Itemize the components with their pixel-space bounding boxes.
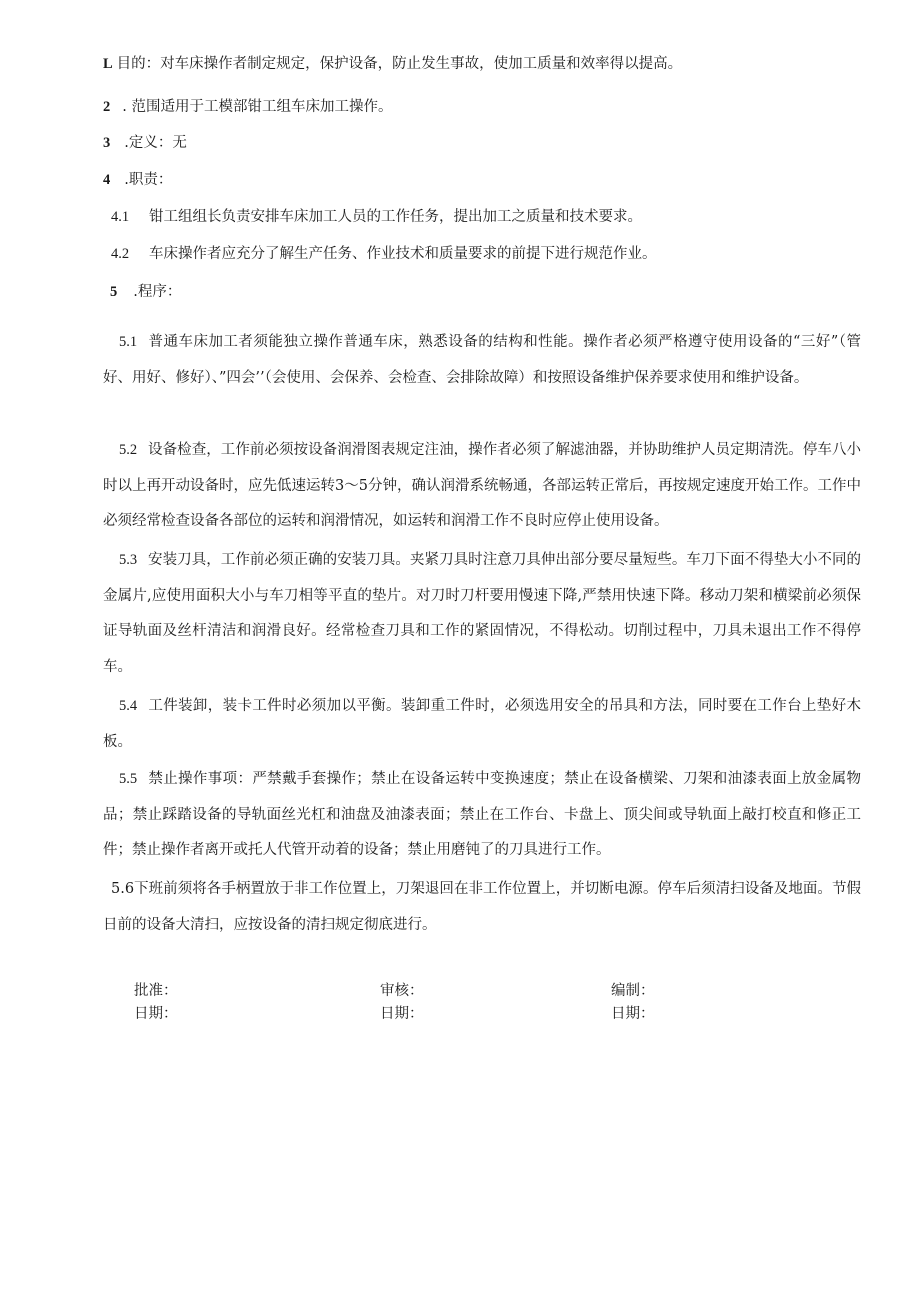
section-5-4 [103, 689, 861, 760]
section-4-1-text: 钳工组组长负责安排车床加工人员的工作任务，提出加工之质量和技术要求。 [149, 209, 642, 225]
section-4-number: 4 [103, 172, 111, 188]
section-5-4-text: 工件装卸，装卡工件时必须加以平衡。装卸重工件时，必须选用安全的吊具和方法，同时要在工作台上垫好木板。 [103, 698, 861, 750]
section-5-2 [103, 433, 861, 540]
section-5 [110, 282, 181, 302]
section-4-2-text: 车床操作者应充分了解生产任务、作业技术和质量要求的前提下进行规范作业。 [149, 246, 657, 262]
section-5-6-number: 5.6 [111, 881, 135, 897]
section-1 [103, 54, 682, 74]
section-5-text: .程序： [133, 284, 182, 300]
section-3-number: 3 [103, 135, 111, 151]
section-2-number: 2 [103, 99, 111, 115]
section-1-text: 目的：对车床操作者制定规定，保护设备，防止发生事故，使加工质量和效率得以提高。 [116, 56, 683, 72]
compile-date-label: 日期： [611, 1006, 655, 1022]
section-4-2-number: 4.2 [111, 246, 130, 262]
section-5-number: 5 [110, 284, 118, 300]
approve-label: 批准： [134, 983, 178, 999]
section-4-1-number: 4.1 [111, 209, 130, 225]
section-5-3 [103, 543, 861, 685]
section-5-5 [103, 762, 861, 869]
section-4 [103, 170, 172, 190]
section-5-1 [103, 325, 861, 396]
review-label: 审核： [380, 983, 424, 999]
review-date-label: 日期： [380, 1006, 424, 1022]
section-5-6-text: 下班前须将各手柄置放于非工作位置上，刀架退回在非工作位置上，并切断电源。停车后须清扫设备及地面。节假日前的设备大清扫，应按设备的清扫规定彻底进行。 [103, 881, 861, 933]
section-5-4-number: 5.4 [119, 698, 138, 714]
approve-date-label: 日期： [134, 1006, 178, 1022]
section-5-1-text: 普通车床加工者须能独立操作普通车床，熟悉设备的结构和性能。操作者必须严格遵守使用设备的“三好”（管好、用好、修好）、”四会’’（会使用、会保养、会检查、会排除故障）和按照设备维护保养要求使用和维护设备。 [103, 334, 861, 386]
section-5-6 [103, 872, 861, 943]
section-5-5-text: 禁止操作事项：严禁戴手套操作；禁止在设备运转中变换速度；禁止在设备横梁、刀架和油漆表面上放金属物品；禁止踩踏设备的导轨面丝光杠和油盘及油漆表面；禁止在工作台、卡盘上、顶尖间或导轨面上敲打校直和修正工件；禁止操作者离开或托人代管开动着的设备；禁止用磨钝了的刀具进行工作。 [103, 771, 861, 858]
section-5-1-number: 5.1 [119, 334, 138, 350]
section-2-text: . 范围适用于工模部钳工组车床加工操作。 [122, 99, 393, 115]
section-5-3-text: 安装刀具，工作前必须正确的安装刀具。夹紧刀具时注意刀具伸出部分要尽量短些。车刀下面不得垫大小不同的金属片,应使用面积大小与车刀相等平直的垫片。对刀时刀杆要用慢速下降,严禁用快速下降。移动刀架和横梁前必须保证导轨面及丝杆清洁和润滑良好。经常检查刀具和工作的紧固情况，不得松动。切削过程中，刀具未退出工作不得停车。 [103, 552, 861, 675]
section-5-2-number: 5.2 [119, 442, 138, 458]
compile-label: 编制： [611, 983, 655, 999]
section-1-number: L [103, 56, 113, 72]
section-4-2 [111, 244, 657, 264]
section-2 [103, 97, 392, 117]
section-5-3-number: 5.3 [119, 552, 138, 568]
section-5-5-number: 5.5 [119, 771, 138, 787]
section-5-2-text: 设备检查，工作前必须按设备润滑图表规定注油，操作者必须了解滤油器，并协助维护人员定期清洗。停车八小时以上再开动设备时，应先低速运转3～5分钟，确认润滑系统畅通，各部运转正常后，再按规定速度开始工作。工作中必须经常检查设备各部位的运转和润滑情况，如运转和润滑工作不良时应停止使用设备。 [103, 442, 861, 529]
section-4-1 [111, 207, 642, 227]
section-3 [103, 133, 187, 153]
section-3-text: .定义：无 [124, 135, 187, 151]
section-4-text: .职责： [124, 172, 173, 188]
